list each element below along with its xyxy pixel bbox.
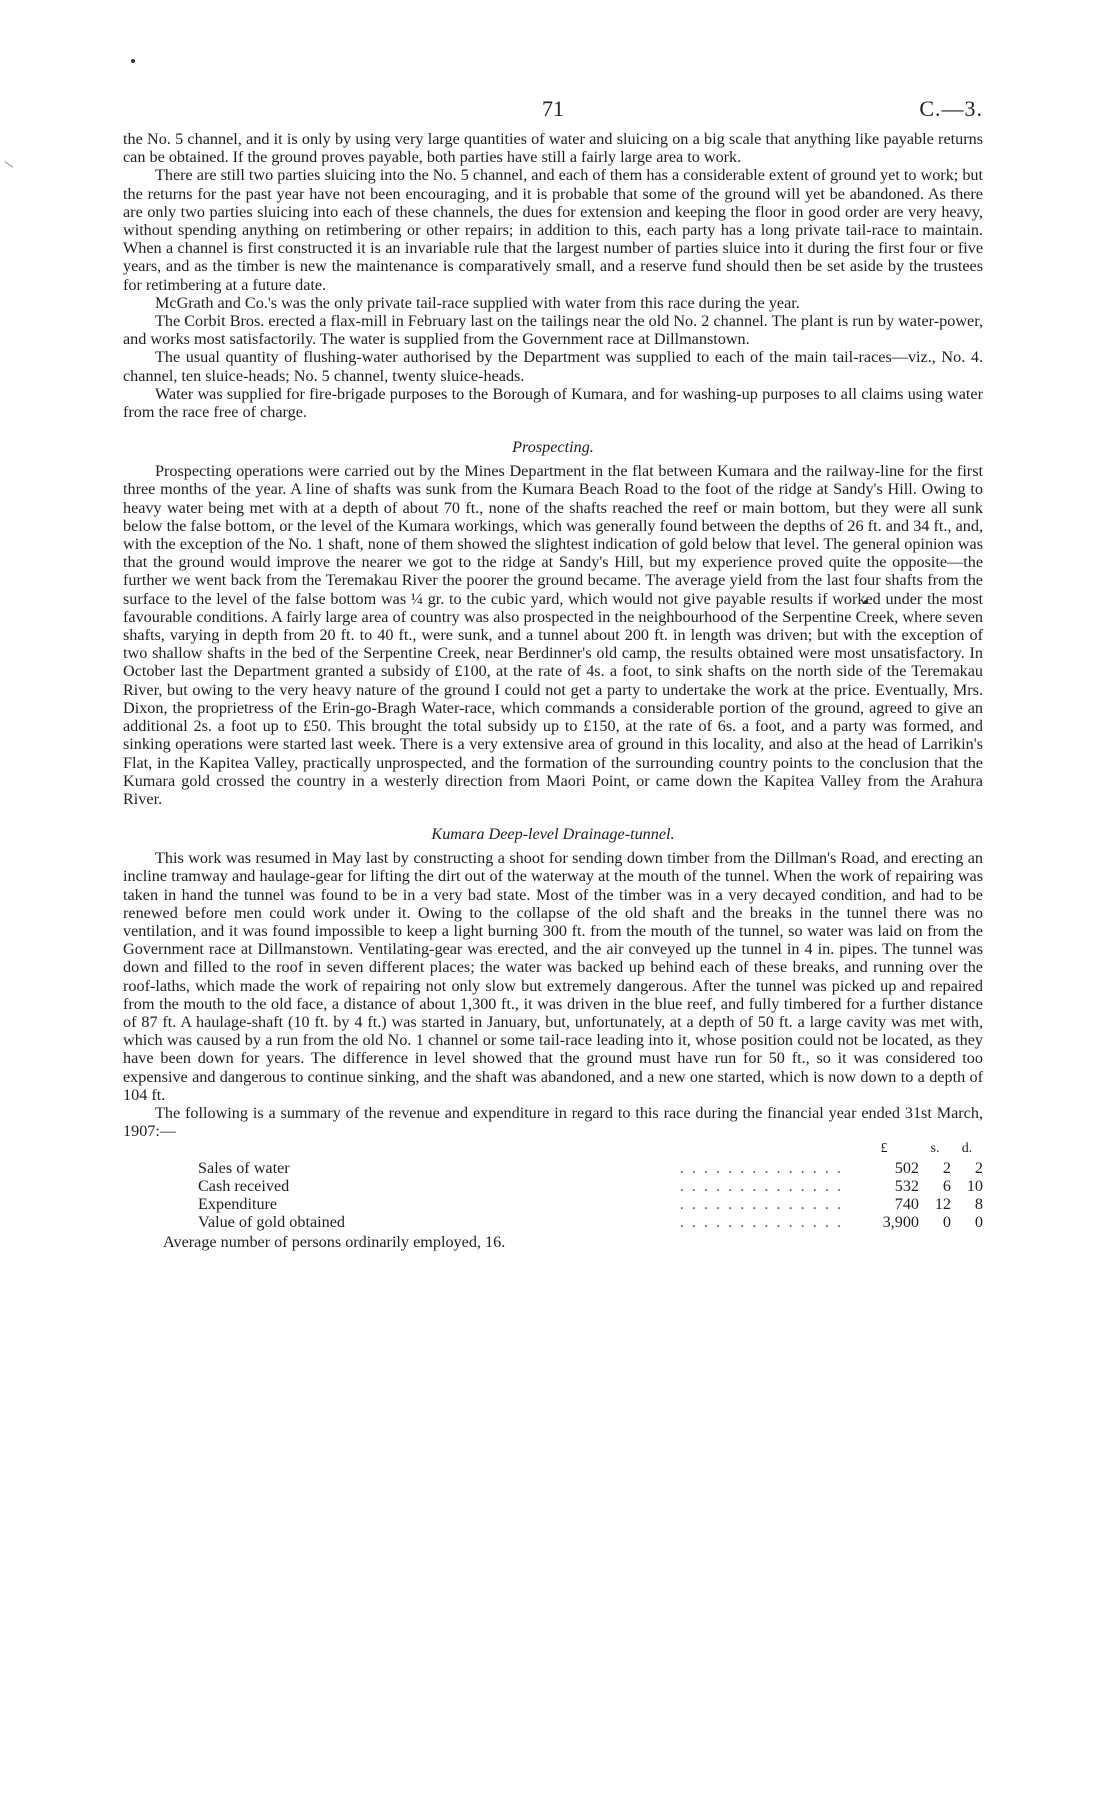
column-header-shillings: s. xyxy=(930,1141,940,1157)
cell-pence: 0 xyxy=(974,1213,983,1232)
cell-pounds: 740 xyxy=(894,1194,919,1213)
dot-leader: . . . . . . . . . . . . . . xyxy=(679,1194,843,1213)
employment-note: Average number of persons ordinarily employed, 16. xyxy=(163,1233,506,1252)
table-row xyxy=(123,1195,983,1213)
prospecting-section xyxy=(123,462,983,808)
paragraph: the No. 5 channel, and it is only by using very large quantities of water and sluicing on a big scale that anything like payable returns can be obtained. If the ground proves payable, both parties have still a fairly large area to work. xyxy=(123,130,983,167)
cell-pence: 10 xyxy=(966,1176,983,1195)
cell-pence: 2 xyxy=(974,1158,983,1177)
paragraph: The Corbit Bros. erected a flax-mill in February last on the tailings near the old No. 2 channel. The plant is run by water-power, and works most satisfactorily. The water is supplied from the Government race at Dillmanstown. xyxy=(123,312,983,349)
row-label: Value of gold obtained xyxy=(198,1213,345,1232)
page-number: 71 xyxy=(542,96,564,121)
paragraph: McGrath and Co.'s was the only private tail-race supplied with water from this race during the year. xyxy=(155,293,800,312)
paragraph: The usual quantity of flushing-water authorised by the Department was supplied to each of the main tail-races—viz., No. 4. channel, ten sluice-heads; No. 5 channel, twenty sluice-heads. xyxy=(123,348,983,385)
cell-pounds: 532 xyxy=(894,1176,919,1195)
paragraph: There are still two parties sluicing into the No. 5 channel, and each of them has a considerable extent of ground yet to work; but the returns for the past year have not been encouraging, and it is probable that some of the ground will yet be abandoned. As there are only two parties sluicing into each of these channels, the dues for extension and keeping the floor in good order are very heavy, without spending anything on retimbering or other repairs; in addition to this, each party has a long private tail-race to maintain. When a channel is first constructed it is an invariable rule that the largest number of parties sluice into it during the first four or five years, and as the timber is new the maintenance is comparatively small, and a reserve fund should then be set aside by the trustees for retimbering at a future date. xyxy=(123,166,984,294)
paragraph: Prospecting operations were carried out by the Mines Department in the flat between Kumara and the railway-line for the first three months of the year. A line of shafts was sunk from the Kumara Beach Road to the foot of the ridge at Sandy's Hill. Owing to heavy water being met with at a depth of about 70 ft., none of the shafts reached the reef or main bottom, but they were all sunk below the false bottom, or the level of the Kumara workings, which was generally found between the depths of 26 ft. and 34 ft., and, with the exception of the No. 1 shaft, none of them showed the slightest indication of gold below that level. The general opinion was that the ground would improve the nearer we got to the ridge at Sandy's Hill, but my experience proved quite the opposite—the further we went back from the Teremakau River the poorer the ground became. The average yield from the last four shafts from the surface to the level of the false bottom was ¼ gr. to the cubic yard, which would not give payable results if worked under the most favourable conditions. A fairly large area of country was also prospected in the neighbourhood of the Serpentine Creek, where seven shafts, varying in depth from 20 ft. to 40 ft., were sunk, and a tunnel about 200 ft. in length was driven; but with the exception of two shallow shafts in the bed of the Serpentine Creek, near Berdinner's old camp, the results obtained were most unsatisfactory. In October last the Department granted a subsidy of £100, at the rate of 4s. a foot, to sink shafts on the north side of the Teremakau River, but owing to the very heavy nature of the ground I could not get a party to undertake the work at the price. Eventually, Mrs. Dixon, the proprietress of the Erin-go-Bragh Water-race, which commands a considerable portion of the ground, agreed to give an additional 2s. a foot up to £50. This brought the total subsidy up to £150, at the rate of 6s. a foot, and a party was formed, and sinking operations were started last week. There is a very extensive area of ground in this locality, and also at the head of Larrikin's Flat, in the Kapitea Valley, practically unprospected, and the formation of the surrounding country points to the conclusion that the Kumara gold crossed the country in a westerly direction from Maori Point, or came down the Kapitea Valley from the Arahura River. xyxy=(123,462,983,808)
cell-pounds: 3,900 xyxy=(882,1213,919,1232)
section-heading-prospecting: Prospecting. xyxy=(512,438,594,457)
cell-shillings: 2 xyxy=(942,1158,951,1177)
table-row xyxy=(123,1159,983,1177)
tunnel-section xyxy=(123,849,983,1140)
section-heading-tunnel: Kumara Deep-level Drainage-tunnel. xyxy=(431,825,675,844)
table-row xyxy=(123,1177,983,1195)
page-header xyxy=(123,96,983,126)
document-page xyxy=(123,96,983,1252)
cell-shillings: 6 xyxy=(942,1176,951,1195)
column-header-pence: d. xyxy=(961,1141,973,1157)
intro-section xyxy=(123,130,983,421)
cell-pence: 8 xyxy=(974,1194,983,1213)
dot-leader: . . . . . . . . . . . . . . xyxy=(679,1213,843,1232)
table-row xyxy=(123,1213,983,1231)
paragraph: This work was resumed in May last by constructing a shoot for sending down timber from the Dillman's Road, and erecting an incline tramway and haulage-gear for lifting the dirt out of the waterway at the mouth of the tunnel. When the work of repairing was taken in hand the tunnel was found to be in a very bad state. Most of the timber was in a very decayed condition, and had to be renewed before men could work under it. Owing to the collapse of the old shaft and the breaks in the tunnel there was no ventilation, and it was found impossible to keep a light burning 300 ft. from the mouth of the tunnel, so water was laid on from the Government race at Dillmanstown. Ventilating-gear was erected, and the air conveyed up the tunnel in 4 in. pipes. The tunnel was down and filled to the roof in seven different places; the water was backed up behind each of these breaks, and running over the roof-laths, which made the work of repairing not only slow but extremely dangerous. After the tunnel was picked up and repaired from the mouth to the old face, a distance of about 1,300 ft., it was driven in the blue reef, and fully timbered for a further distance of 87 ft. A haulage-shaft (10 ft. by 4 ft.) was started in January, but, unfortunately, at a depth of 50 ft. a large cavity was met with, which was caused by a run from the old No. 1 channel or some tail-race leading into it, whose position could not be located, as they have been down for years. The difference in level showed that the ground must have run for 50 ft., so it was considered too expensive and dangerous to continue sinking, and the shaft was abandoned, and a new one started, which is now down to a depth of 104 ft. xyxy=(123,849,983,1104)
column-header-pounds: £ xyxy=(880,1141,888,1157)
dot-leader: . . . . . . . . . . . . . . xyxy=(679,1176,843,1195)
margin-speck xyxy=(131,59,135,63)
cell-shillings: 0 xyxy=(942,1213,951,1232)
revenue-summary-table xyxy=(123,1140,983,1231)
document-code: C.—3. xyxy=(919,96,983,121)
cell-shillings: 12 xyxy=(934,1194,951,1213)
summary-intro: The following is a summary of the revenue and expenditure in regard to this race during the financial year ended 31st March, 1907:— xyxy=(123,1103,983,1141)
row-label: Expenditure xyxy=(198,1194,278,1213)
row-label: Cash received xyxy=(198,1176,290,1195)
row-label: Sales of water xyxy=(198,1158,290,1177)
cell-pounds: 502 xyxy=(894,1158,919,1177)
table-header-row xyxy=(123,1140,983,1158)
margin-mark xyxy=(5,161,14,168)
dot-leader: . . . . . . . . . . . . . . xyxy=(679,1158,843,1177)
paragraph: Water was supplied for fire-brigade purposes to the Borough of Kumara, and for washing-up purposes to all claims using water from the race free of charge. xyxy=(123,384,983,422)
